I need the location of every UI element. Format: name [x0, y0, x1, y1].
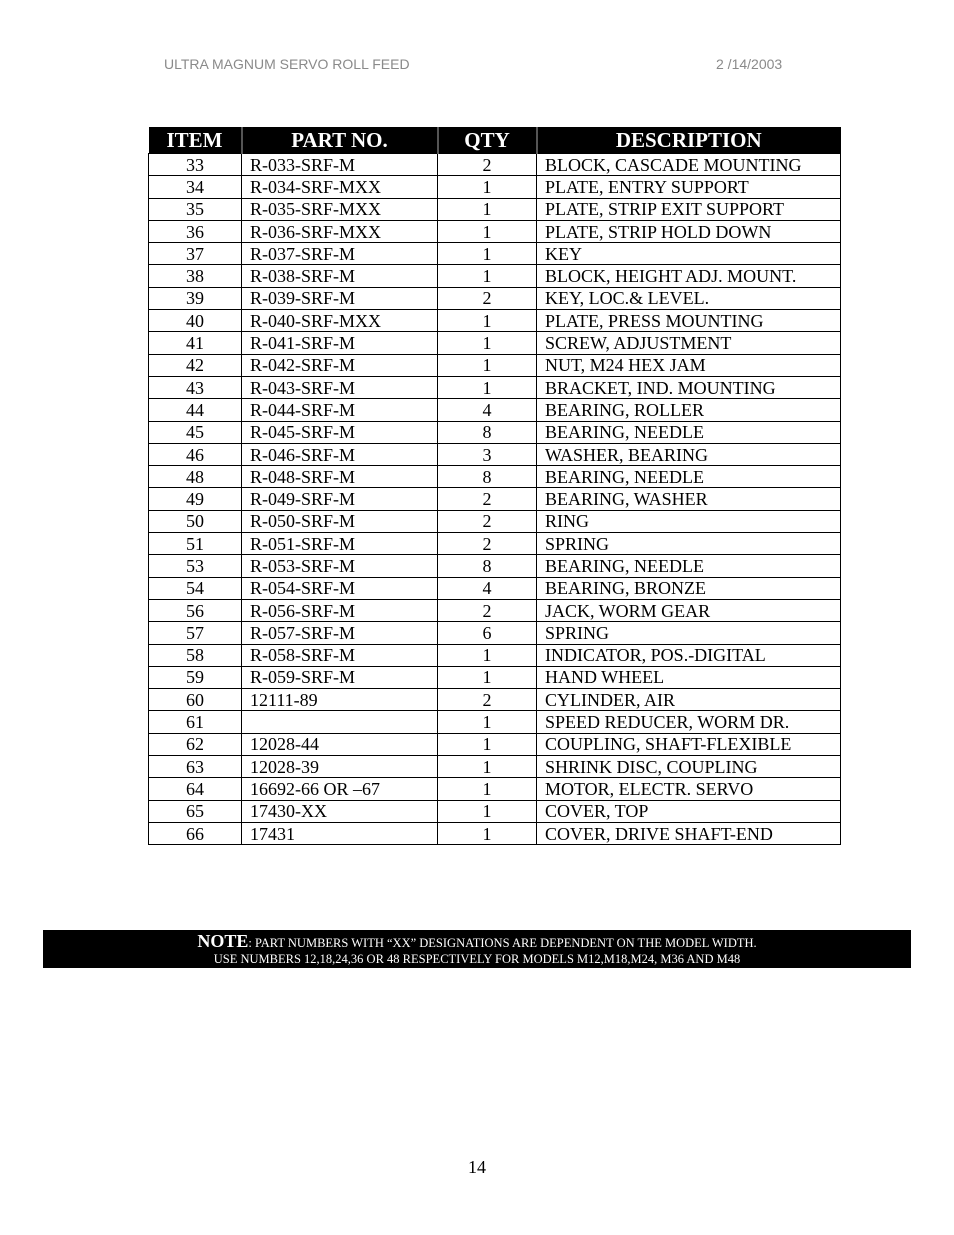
table-row — [149, 176, 841, 198]
qty-cell: 2 — [438, 599, 537, 621]
item-cell: 64 — [149, 778, 242, 800]
part-no-cell: R-036-SRF-MXX — [242, 220, 438, 242]
note-line-2: USE NUMBERS 12,18,24,36 OR 48 RESPECTIVELY FOR MODELS M12,M18,M24, M36 AND M48 — [213, 952, 741, 966]
description-cell: BEARING, WASHER — [537, 488, 841, 510]
qty-cell: 1 — [438, 310, 537, 332]
description-cell: BEARING, NEEDLE — [537, 421, 841, 443]
description-cell: PLATE, STRIP EXIT SUPPORT — [537, 198, 841, 220]
part-no-cell: R-051-SRF-M — [242, 533, 438, 555]
part-no-cell: R-049-SRF-M — [242, 488, 438, 510]
item-cell: 59 — [149, 666, 242, 688]
item-cell: 40 — [149, 310, 242, 332]
table-row — [149, 666, 841, 688]
description-cell: HAND WHEEL — [537, 666, 841, 688]
description-cell: BEARING, ROLLER — [537, 399, 841, 421]
part-no-cell: 16692-66 OR –67 — [242, 778, 438, 800]
qty-cell: 1 — [438, 376, 537, 398]
item-cell: 50 — [149, 510, 242, 532]
qty-cell: 1 — [438, 711, 537, 733]
qty-cell: 2 — [438, 533, 537, 555]
part-no-cell: 12028-39 — [242, 756, 438, 778]
item-cell: 39 — [149, 287, 242, 309]
qty-cell: 3 — [438, 443, 537, 465]
qty-cell: 1 — [438, 756, 537, 778]
description-cell: CYLINDER, AIR — [537, 689, 841, 711]
description-cell: BEARING, NEEDLE — [537, 555, 841, 577]
item-cell: 46 — [149, 443, 242, 465]
part-no-cell: R-046-SRF-M — [242, 443, 438, 465]
item-cell: 58 — [149, 644, 242, 666]
table-row — [149, 265, 841, 287]
table-row — [149, 778, 841, 800]
part-no-cell: 12111-89 — [242, 689, 438, 711]
note-label: NOTE — [197, 931, 249, 951]
description-cell: SHRINK DISC, COUPLING — [537, 756, 841, 778]
table-row — [149, 421, 841, 443]
table-row — [149, 822, 841, 844]
description-cell: COUPLING, SHAFT-FLEXIBLE — [537, 733, 841, 755]
column-header-description: DESCRIPTION — [537, 127, 841, 154]
item-cell: 43 — [149, 376, 242, 398]
description-cell: SPEED REDUCER, WORM DR. — [537, 711, 841, 733]
qty-cell: 8 — [438, 421, 537, 443]
item-cell: 48 — [149, 466, 242, 488]
table-row — [149, 689, 841, 711]
qty-cell: 1 — [438, 198, 537, 220]
qty-cell: 1 — [438, 332, 537, 354]
note-text-1: : PART NUMBERS WITH “XX” DESIGNATIONS ARE DEPENDENT ON THE MODEL WIDTH. — [248, 936, 757, 950]
description-cell: SPRING — [537, 533, 841, 555]
column-header-qty: QTY — [438, 127, 537, 154]
description-cell: PLATE, STRIP HOLD DOWN — [537, 220, 841, 242]
qty-cell: 6 — [438, 622, 537, 644]
item-cell: 36 — [149, 220, 242, 242]
note-line-1 — [43, 932, 911, 952]
note-banner — [43, 930, 911, 968]
page-number: 14 — [468, 1157, 486, 1177]
item-cell: 53 — [149, 555, 242, 577]
document-title: ULTRA MAGNUM SERVO ROLL FEED — [164, 56, 410, 72]
qty-cell: 1 — [438, 243, 537, 265]
qty-cell: 2 — [438, 488, 537, 510]
part-no-cell: R-050-SRF-M — [242, 510, 438, 532]
item-cell: 63 — [149, 756, 242, 778]
description-cell: BLOCK, HEIGHT ADJ. MOUNT. — [537, 265, 841, 287]
item-cell: 51 — [149, 533, 242, 555]
qty-cell: 1 — [438, 666, 537, 688]
table-row — [149, 287, 841, 309]
part-no-cell: R-058-SRF-M — [242, 644, 438, 666]
part-no-cell: R-053-SRF-M — [242, 555, 438, 577]
table-header-row — [149, 127, 841, 154]
part-no-cell: R-045-SRF-M — [242, 421, 438, 443]
part-no-cell: R-038-SRF-M — [242, 265, 438, 287]
table-row — [149, 555, 841, 577]
description-cell: SPRING — [537, 622, 841, 644]
qty-cell: 1 — [438, 220, 537, 242]
item-cell: 61 — [149, 711, 242, 733]
table-row — [149, 756, 841, 778]
description-cell: MOTOR, ELECTR. SERVO — [537, 778, 841, 800]
description-cell: KEY, LOC.& LEVEL. — [537, 287, 841, 309]
description-cell: RING — [537, 510, 841, 532]
item-cell: 42 — [149, 354, 242, 376]
table-row — [149, 220, 841, 242]
qty-cell: 1 — [438, 644, 537, 666]
item-cell: 54 — [149, 577, 242, 599]
parts-table-body — [149, 154, 841, 845]
item-cell: 44 — [149, 399, 242, 421]
item-cell: 35 — [149, 198, 242, 220]
item-cell: 45 — [149, 421, 242, 443]
qty-cell: 1 — [438, 778, 537, 800]
table-row — [149, 510, 841, 532]
item-cell: 62 — [149, 733, 242, 755]
column-header-item: ITEM — [149, 127, 242, 154]
description-cell: PLATE, PRESS MOUNTING — [537, 310, 841, 332]
table-row — [149, 733, 841, 755]
qty-cell: 1 — [438, 800, 537, 822]
table-row — [149, 243, 841, 265]
qty-cell: 4 — [438, 399, 537, 421]
table-row — [149, 800, 841, 822]
part-no-cell: 17431 — [242, 822, 438, 844]
item-cell: 66 — [149, 822, 242, 844]
item-cell: 34 — [149, 176, 242, 198]
item-cell: 56 — [149, 599, 242, 621]
qty-cell: 8 — [438, 466, 537, 488]
description-cell: BEARING, NEEDLE — [537, 466, 841, 488]
qty-cell: 2 — [438, 287, 537, 309]
description-cell: BLOCK, CASCADE MOUNTING — [537, 154, 841, 176]
qty-cell: 1 — [438, 176, 537, 198]
document-date: 2 /14/2003 — [716, 56, 783, 72]
qty-cell: 4 — [438, 577, 537, 599]
description-cell: WASHER, BEARING — [537, 443, 841, 465]
description-cell: SCREW, ADJUSTMENT — [537, 332, 841, 354]
table-row — [149, 310, 841, 332]
item-cell: 60 — [149, 689, 242, 711]
table-row — [149, 443, 841, 465]
part-no-cell: R-037-SRF-M — [242, 243, 438, 265]
item-cell: 65 — [149, 800, 242, 822]
table-row — [149, 599, 841, 621]
table-row — [149, 488, 841, 510]
part-no-cell: R-054-SRF-M — [242, 577, 438, 599]
table-row — [149, 533, 841, 555]
table-row — [149, 332, 841, 354]
description-cell: KEY — [537, 243, 841, 265]
part-no-cell: R-035-SRF-MXX — [242, 198, 438, 220]
part-no-cell: R-059-SRF-M — [242, 666, 438, 688]
description-cell: COVER, DRIVE SHAFT-END — [537, 822, 841, 844]
qty-cell: 2 — [438, 154, 537, 176]
parts-table — [148, 127, 841, 845]
description-cell: JACK, WORM GEAR — [537, 599, 841, 621]
qty-cell: 1 — [438, 265, 537, 287]
part-no-cell: R-034-SRF-MXX — [242, 176, 438, 198]
part-no-cell: R-042-SRF-M — [242, 354, 438, 376]
part-no-cell: 17430-XX — [242, 800, 438, 822]
part-no-cell: R-043-SRF-M — [242, 376, 438, 398]
description-cell: INDICATOR, POS.-DIGITAL — [537, 644, 841, 666]
item-cell: 41 — [149, 332, 242, 354]
item-cell: 33 — [149, 154, 242, 176]
table-row — [149, 711, 841, 733]
description-cell: BRACKET, IND. MOUNTING — [537, 376, 841, 398]
table-row — [149, 154, 841, 176]
table-row — [149, 376, 841, 398]
qty-cell: 1 — [438, 822, 537, 844]
item-cell: 37 — [149, 243, 242, 265]
part-no-cell: R-033-SRF-M — [242, 154, 438, 176]
part-no-cell: R-048-SRF-M — [242, 466, 438, 488]
table-row — [149, 198, 841, 220]
description-cell: BEARING, BRONZE — [537, 577, 841, 599]
part-no-cell — [242, 711, 438, 733]
description-cell: PLATE, ENTRY SUPPORT — [537, 176, 841, 198]
item-cell: 57 — [149, 622, 242, 644]
column-header-part-no: PART NO. — [242, 127, 438, 154]
qty-cell: 1 — [438, 354, 537, 376]
description-cell: COVER, TOP — [537, 800, 841, 822]
qty-cell: 2 — [438, 689, 537, 711]
table-row — [149, 399, 841, 421]
table-row — [149, 644, 841, 666]
description-cell: NUT, M24 HEX JAM — [537, 354, 841, 376]
table-row — [149, 577, 841, 599]
table-row — [149, 354, 841, 376]
part-no-cell: R-041-SRF-M — [242, 332, 438, 354]
item-cell: 49 — [149, 488, 242, 510]
table-row — [149, 622, 841, 644]
qty-cell: 1 — [438, 733, 537, 755]
part-no-cell: 12028-44 — [242, 733, 438, 755]
item-cell: 38 — [149, 265, 242, 287]
part-no-cell: R-057-SRF-M — [242, 622, 438, 644]
table-row — [149, 466, 841, 488]
part-no-cell: R-039-SRF-M — [242, 287, 438, 309]
part-no-cell: R-040-SRF-MXX — [242, 310, 438, 332]
part-no-cell: R-056-SRF-M — [242, 599, 438, 621]
qty-cell: 8 — [438, 555, 537, 577]
part-no-cell: R-044-SRF-M — [242, 399, 438, 421]
qty-cell: 2 — [438, 510, 537, 532]
